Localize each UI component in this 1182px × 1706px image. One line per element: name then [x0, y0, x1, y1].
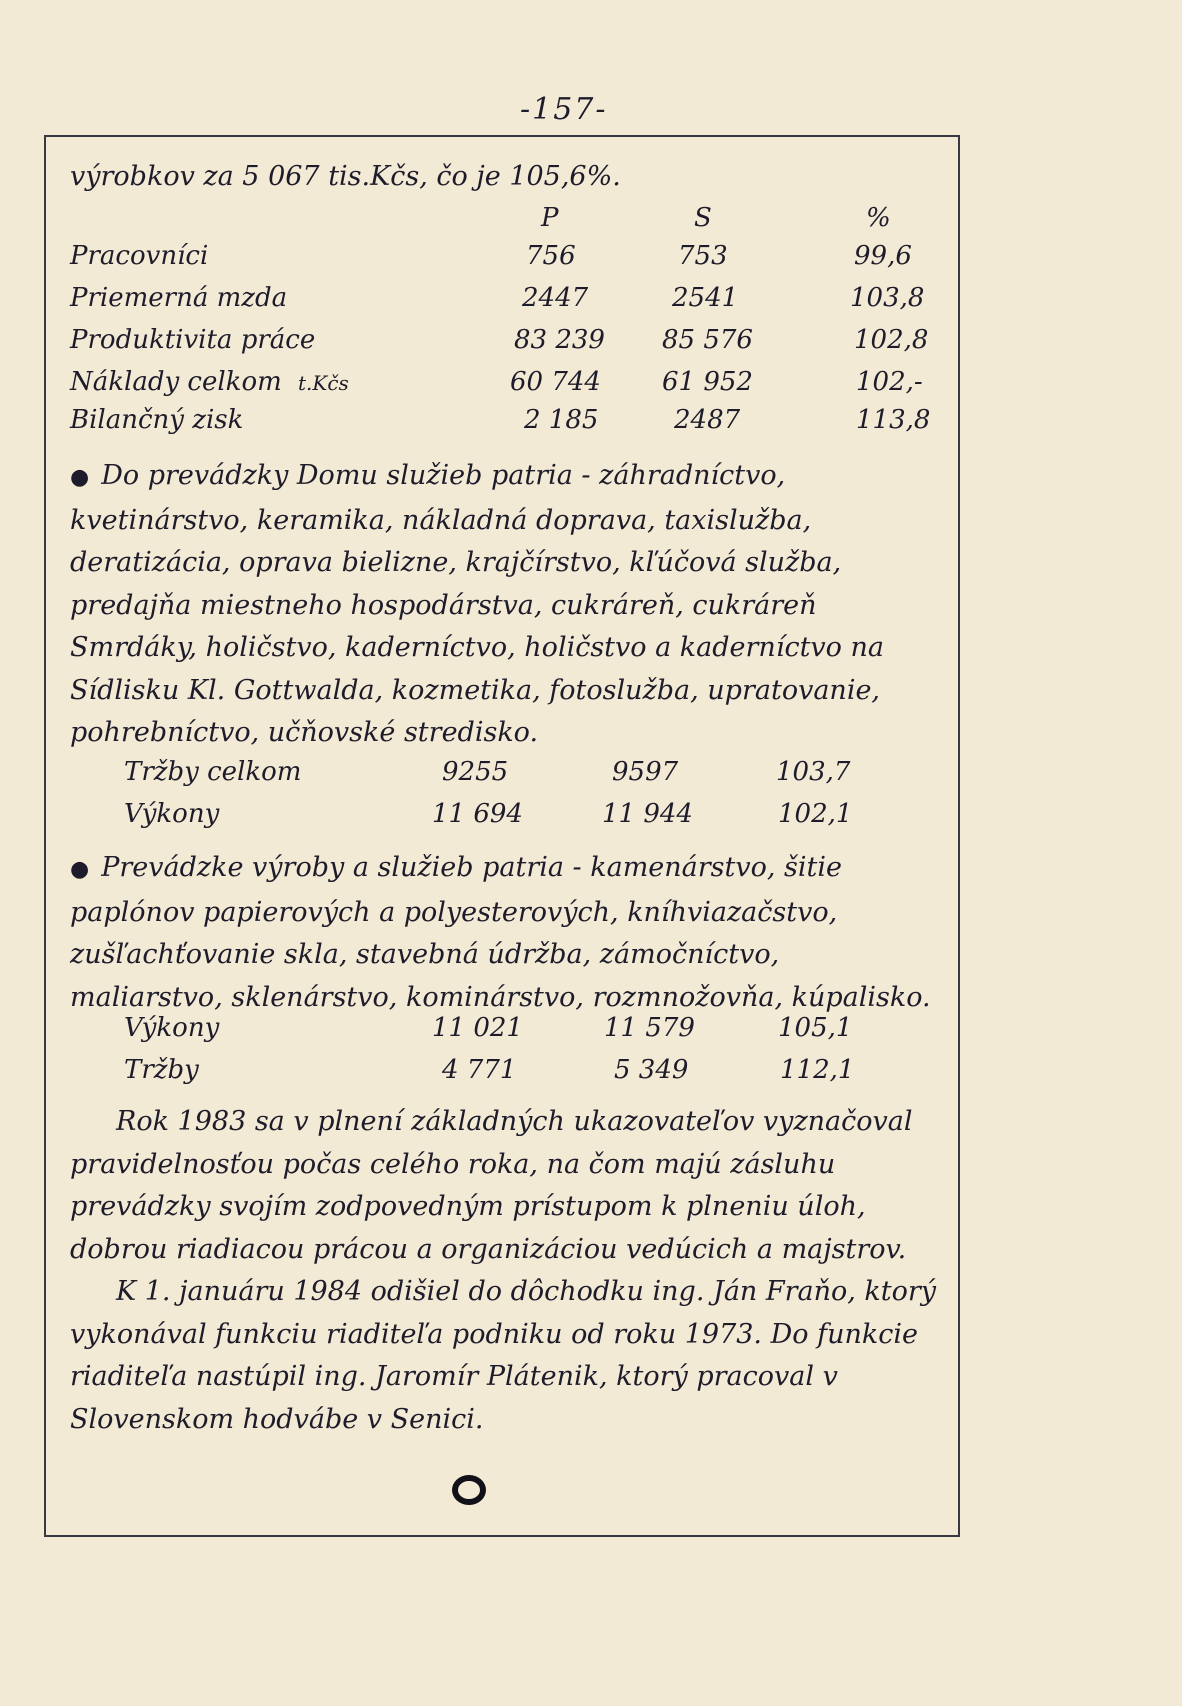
value-p: 2 185: [524, 405, 599, 435]
table-row: [46, 325, 958, 361]
column-headers: [46, 203, 958, 239]
row-label: Tržby: [124, 1055, 199, 1085]
value-pct: 99,6: [854, 241, 912, 271]
value-p: 11 021: [432, 1013, 523, 1043]
value-s: 11 579: [604, 1013, 695, 1043]
value-s: 85 576: [662, 325, 753, 355]
paragraph-services-house: [70, 455, 938, 755]
column-header-pct: %: [866, 203, 891, 233]
page-number: -157-: [520, 92, 608, 127]
paragraph-director-change: [70, 1271, 938, 1441]
intro-line: výrobkov za 5 067 tis.Kčs, čo je 105,6%.: [70, 161, 621, 192]
paragraph-year-summary: [70, 1101, 938, 1271]
paragraph-production-services: [70, 847, 938, 1019]
row-label: Tržby celkom: [124, 757, 302, 787]
row-label: Produktivita práce: [70, 325, 316, 355]
paragraph-text: Do prevádzky Domu služieb patria - záhradníctvo, kvetinárstvo, keramika, nákladná doprava, taxislužba, deratizácia, oprava bielizne, krajčírstvo, kľúčová služba, predajňa miestneho hospodárstva, cukráreň, cukráreň Smrdáky, holičstvo, kaderníctvo, holičstvo a kaderníctvo na Sídlisku Kl. Gottwalda, kozmetika, fotoslužba, upratovanie, pohrebníctvo, učňovské stredisko.: [70, 460, 885, 748]
value-p: 60 744: [510, 367, 601, 397]
table-row: [46, 283, 958, 319]
row-label: Náklady celkom: [70, 367, 282, 397]
row-label: Výkony: [124, 1013, 220, 1043]
value-p: 9255: [442, 757, 509, 787]
column-header-p: P: [541, 203, 559, 233]
paragraph-text: K 1. januáru 1984 odišiel do dôchodku ing. Ján Fraňo, ktorý vykonával funkciu riaditeľa podniku od roku 1973. Do funkcie riaditeľa nastúpil ing. Jaromír Plátenik, ktorý pracoval v Slovenskom hodvábe v Senici.: [70, 1276, 937, 1435]
value-pct: 112,1: [780, 1055, 855, 1085]
value-pct: 102,1: [778, 799, 853, 829]
value-pct: 113,8: [856, 405, 931, 435]
column-header-s: S: [694, 203, 712, 233]
table-row: [46, 405, 958, 441]
value-s: 11 944: [602, 799, 693, 829]
paragraph-text: Prevádzke výroby a služieb patria - kamenárstvo, šitie paplónov papierových a polyesterových, kníhviazačstvo, zušľachťovanie skla, stavebná údržba, zámočníctvo, maliarstvo, sklenárstvo, kominárstvo, rozmnožovňa, kúpalisko.: [70, 852, 931, 1013]
value-pct: 102,8: [854, 325, 929, 355]
row-label: Bilančný zisk: [70, 405, 244, 435]
value-s: 9597: [612, 757, 679, 787]
value-p: 2447: [522, 283, 589, 313]
value-p: 83 239: [514, 325, 605, 355]
value-pct: 102,-: [856, 367, 923, 397]
value-p: 11 694: [432, 799, 523, 829]
row-unit: t.Kčs: [298, 371, 349, 395]
value-s: 2541: [672, 283, 739, 313]
table-row: [46, 241, 958, 277]
table-row: [46, 799, 958, 835]
bullet-icon: ●: [70, 465, 90, 490]
table-row: [46, 757, 958, 793]
row-label: Výkony: [124, 799, 220, 829]
table-row: [46, 1055, 958, 1091]
paragraph-text: Rok 1983 sa v plnení základných ukazovateľov vyznačoval pravidelnosťou počas celého roka, na čom majú zásluhu prevádzky svojím zodpovedným prístupom k plneniu úloh, dobrou riadiacou prácou a organizáciou vedúcich a majstrov.: [70, 1106, 913, 1265]
value-s: 753: [678, 241, 728, 271]
value-pct: 103,7: [776, 757, 851, 787]
value-s: 2487: [674, 405, 741, 435]
page-frame: [44, 135, 960, 1537]
value-pct: 103,8: [850, 283, 925, 313]
bullet-icon: ●: [70, 857, 90, 882]
end-mark: [452, 1475, 486, 1505]
row-label: Priemerná mzda: [70, 283, 288, 313]
value-p: 4 771: [442, 1055, 517, 1085]
row-label: Pracovníci: [70, 241, 209, 271]
value-s: 61 952: [662, 367, 753, 397]
table-row: [46, 367, 958, 403]
value-s: 5 349: [614, 1055, 689, 1085]
value-p: 756: [526, 241, 576, 271]
table-row: [46, 1013, 958, 1049]
value-pct: 105,1: [778, 1013, 853, 1043]
